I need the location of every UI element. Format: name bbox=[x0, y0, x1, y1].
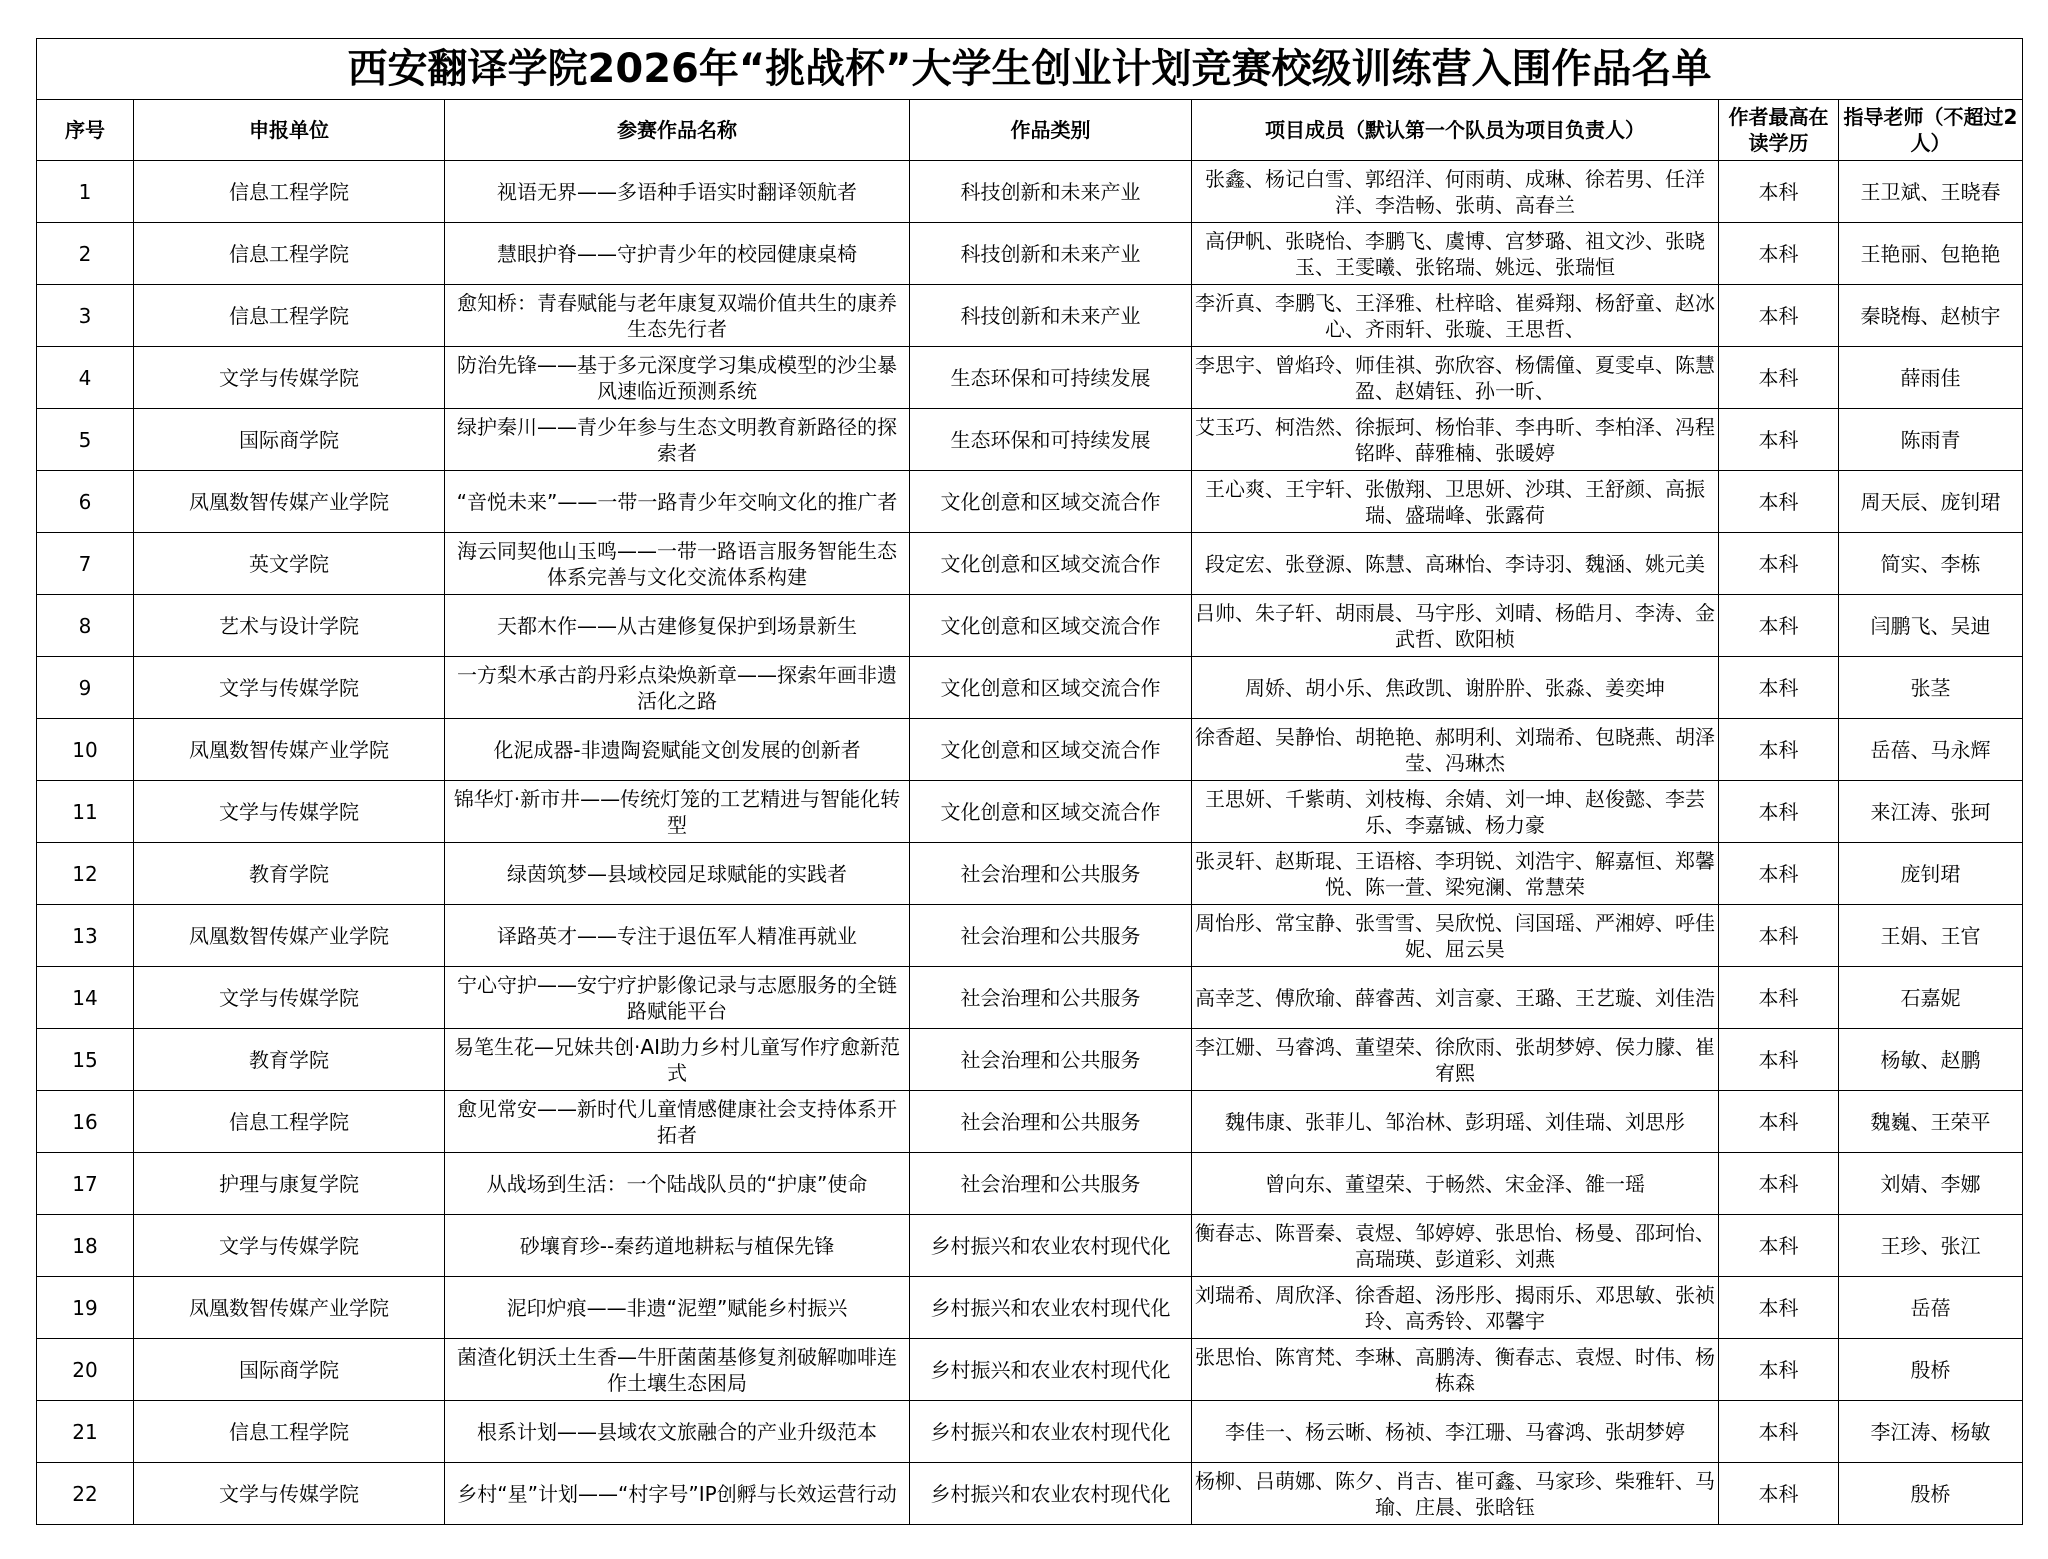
cell-index: 3 bbox=[37, 285, 134, 347]
cell-project-name: 砂壤育珍--秦药道地耕耘与植保先锋 bbox=[445, 1215, 910, 1277]
cell-index: 10 bbox=[37, 719, 134, 781]
cell-degree: 本科 bbox=[1719, 843, 1839, 905]
cell-category: 生态环保和可持续发展 bbox=[910, 409, 1192, 471]
cell-advisor: 王珍、张江 bbox=[1839, 1215, 2023, 1277]
cell-unit: 凤凰数智传媒产业学院 bbox=[134, 471, 445, 533]
cell-index: 22 bbox=[37, 1463, 134, 1525]
cell-members: 魏伟康、张菲儿、邹治林、彭玥瑶、刘佳瑞、刘思彤 bbox=[1192, 1091, 1719, 1153]
cell-index: 15 bbox=[37, 1029, 134, 1091]
table-row bbox=[37, 657, 2023, 719]
cell-project-name: 愈知桥：青春赋能与老年康复双端价值共生的康养生态先行者 bbox=[445, 285, 910, 347]
cell-advisor: 岳蓓 bbox=[1839, 1277, 2023, 1339]
cell-index: 18 bbox=[37, 1215, 134, 1277]
cell-project-name: 根系计划——县域农文旅融合的产业升级范本 bbox=[445, 1401, 910, 1463]
cell-category: 文化创意和区域交流合作 bbox=[910, 657, 1192, 719]
cell-unit: 国际商学院 bbox=[134, 409, 445, 471]
header-degree: 作者最高在读学历 bbox=[1719, 100, 1839, 161]
cell-advisor: 张茎 bbox=[1839, 657, 2023, 719]
cell-degree: 本科 bbox=[1719, 409, 1839, 471]
cell-project-name: 慧眼护脊——守护青少年的校园健康桌椅 bbox=[445, 223, 910, 285]
title-row bbox=[37, 39, 2023, 100]
cell-advisor: 陈雨青 bbox=[1839, 409, 2023, 471]
header-category: 作品类别 bbox=[910, 100, 1192, 161]
cell-degree: 本科 bbox=[1719, 781, 1839, 843]
cell-category: 文化创意和区域交流合作 bbox=[910, 595, 1192, 657]
header-unit: 申报单位 bbox=[134, 100, 445, 161]
cell-project-name: 一方梨木承古韵丹彩点染焕新章——探索年画非遗活化之路 bbox=[445, 657, 910, 719]
table-row bbox=[37, 1463, 2023, 1525]
cell-advisor: 王艳丽、包艳艳 bbox=[1839, 223, 2023, 285]
cell-index: 20 bbox=[37, 1339, 134, 1401]
table-row bbox=[37, 1401, 2023, 1463]
cell-unit: 信息工程学院 bbox=[134, 1401, 445, 1463]
page-title: 西安翻译学院2026年“挑战杯”大学生创业计划竞赛校级训练营入围作品名单 bbox=[37, 39, 2023, 100]
cell-members: 张思怡、陈宵梵、李琳、高鹏涛、衡春志、袁煜、时伟、杨栋森 bbox=[1192, 1339, 1719, 1401]
cell-degree: 本科 bbox=[1719, 595, 1839, 657]
cell-index: 19 bbox=[37, 1277, 134, 1339]
cell-degree: 本科 bbox=[1719, 533, 1839, 595]
cell-degree: 本科 bbox=[1719, 161, 1839, 223]
cell-category: 科技创新和未来产业 bbox=[910, 161, 1192, 223]
cell-project-name: 菌渣化钥沃土生香—牛肝菌菌基修复剂破解咖啡连作土壤生态困局 bbox=[445, 1339, 910, 1401]
cell-advisor: 王卫斌、王晓春 bbox=[1839, 161, 2023, 223]
cell-degree: 本科 bbox=[1719, 471, 1839, 533]
cell-category: 社会治理和公共服务 bbox=[910, 1091, 1192, 1153]
cell-degree: 本科 bbox=[1719, 1091, 1839, 1153]
cell-advisor: 魏巍、王荣平 bbox=[1839, 1091, 2023, 1153]
cell-project-name: 愈见常安——新时代儿童情感健康社会支持体系开拓者 bbox=[445, 1091, 910, 1153]
cell-category: 乡村振兴和农业农村现代化 bbox=[910, 1401, 1192, 1463]
cell-advisor: 刘婧、李娜 bbox=[1839, 1153, 2023, 1215]
cell-unit: 英文学院 bbox=[134, 533, 445, 595]
cell-unit: 文学与传媒学院 bbox=[134, 1215, 445, 1277]
cell-project-name: 绿护秦川——青少年参与生态文明教育新路径的探索者 bbox=[445, 409, 910, 471]
table-row bbox=[37, 1339, 2023, 1401]
cell-members: 李江姗、马睿鸿、董望荣、徐欣雨、张胡梦婷、侯力朦、崔宥熙 bbox=[1192, 1029, 1719, 1091]
cell-members: 徐香超、吴静怡、胡艳艳、郝明利、刘瑞希、包晓燕、胡泽莹、冯琳杰 bbox=[1192, 719, 1719, 781]
table-row bbox=[37, 1153, 2023, 1215]
table-row bbox=[37, 1091, 2023, 1153]
cell-degree: 本科 bbox=[1719, 719, 1839, 781]
cell-advisor: 薛雨佳 bbox=[1839, 347, 2023, 409]
cell-degree: 本科 bbox=[1719, 223, 1839, 285]
cell-category: 科技创新和未来产业 bbox=[910, 285, 1192, 347]
cell-index: 14 bbox=[37, 967, 134, 1029]
cell-advisor: 闫鹏飞、吴迪 bbox=[1839, 595, 2023, 657]
cell-project-name: 视语无界——多语种手语实时翻译领航者 bbox=[445, 161, 910, 223]
cell-advisor: 周天辰、庞钊珺 bbox=[1839, 471, 2023, 533]
cell-members: 杨柳、吕萌娜、陈夕、肖吉、崔可鑫、马家珍、柴雅轩、马瑜、庄晨、张晗钰 bbox=[1192, 1463, 1719, 1525]
table-row bbox=[37, 1277, 2023, 1339]
cell-advisor: 简实、李栋 bbox=[1839, 533, 2023, 595]
cell-project-name: 天都木作——从古建修复保护到场景新生 bbox=[445, 595, 910, 657]
cell-members: 张灵轩、赵斯琨、王语榕、李玥锐、刘浩宇、解嘉恒、郑馨悦、陈一萱、梁宛澜、常慧荣 bbox=[1192, 843, 1719, 905]
cell-category: 社会治理和公共服务 bbox=[910, 1153, 1192, 1215]
cell-degree: 本科 bbox=[1719, 1215, 1839, 1277]
cell-index: 13 bbox=[37, 905, 134, 967]
cell-members: 吕帅、朱子轩、胡雨晨、马宇彤、刘晴、杨皓月、李涛、金武哲、欧阳桢 bbox=[1192, 595, 1719, 657]
cell-category: 文化创意和区域交流合作 bbox=[910, 719, 1192, 781]
cell-category: 科技创新和未来产业 bbox=[910, 223, 1192, 285]
cell-unit: 文学与传媒学院 bbox=[134, 657, 445, 719]
cell-category: 乡村振兴和农业农村现代化 bbox=[910, 1277, 1192, 1339]
cell-members: 高幸芝、傅欣瑜、薛睿茜、刘言豪、王璐、王艺璇、刘佳浩 bbox=[1192, 967, 1719, 1029]
table-body bbox=[37, 161, 2023, 1525]
cell-index: 21 bbox=[37, 1401, 134, 1463]
table-row bbox=[37, 781, 2023, 843]
cell-advisor: 殷桥 bbox=[1839, 1339, 2023, 1401]
cell-index: 1 bbox=[37, 161, 134, 223]
cell-category: 乡村振兴和农业农村现代化 bbox=[910, 1339, 1192, 1401]
cell-members: 段定宏、张登源、陈慧、高琳怡、李诗羽、魏涵、姚元美 bbox=[1192, 533, 1719, 595]
table-row bbox=[37, 1029, 2023, 1091]
cell-degree: 本科 bbox=[1719, 285, 1839, 347]
cell-unit: 凤凰数智传媒产业学院 bbox=[134, 1277, 445, 1339]
cell-index: 12 bbox=[37, 843, 134, 905]
cell-members: 王思妍、千紫萌、刘枝梅、余婧、刘一坤、赵俊懿、李芸乐、李嘉铖、杨力豪 bbox=[1192, 781, 1719, 843]
cell-unit: 文学与传媒学院 bbox=[134, 1463, 445, 1525]
entry-table bbox=[36, 38, 2023, 1525]
cell-category: 文化创意和区域交流合作 bbox=[910, 471, 1192, 533]
cell-members: 王心爽、王宇轩、张傲翔、卫思妍、沙琪、王舒颜、高振瑞、盛瑞峰、张露荷 bbox=[1192, 471, 1719, 533]
cell-unit: 护理与康复学院 bbox=[134, 1153, 445, 1215]
cell-unit: 艺术与设计学院 bbox=[134, 595, 445, 657]
table-row bbox=[37, 285, 2023, 347]
cell-degree: 本科 bbox=[1719, 905, 1839, 967]
cell-index: 6 bbox=[37, 471, 134, 533]
cell-members: 李沂真、李鹏飞、王泽雅、杜梓晗、崔舜翔、杨舒童、赵冰心、齐雨轩、张璇、王思哲、 bbox=[1192, 285, 1719, 347]
cell-unit: 文学与传媒学院 bbox=[134, 967, 445, 1029]
cell-degree: 本科 bbox=[1719, 347, 1839, 409]
table-row bbox=[37, 161, 2023, 223]
cell-advisor: 李江涛、杨敏 bbox=[1839, 1401, 2023, 1463]
cell-project-name: 译路英才——专注于退伍军人精准再就业 bbox=[445, 905, 910, 967]
cell-category: 文化创意和区域交流合作 bbox=[910, 533, 1192, 595]
cell-advisor: 岳蓓、马永辉 bbox=[1839, 719, 2023, 781]
cell-degree: 本科 bbox=[1719, 657, 1839, 719]
cell-unit: 信息工程学院 bbox=[134, 223, 445, 285]
cell-index: 5 bbox=[37, 409, 134, 471]
cell-advisor: 来江涛、张珂 bbox=[1839, 781, 2023, 843]
cell-category: 乡村振兴和农业农村现代化 bbox=[910, 1463, 1192, 1525]
cell-project-name: 防治先锋——基于多元深度学习集成模型的沙尘暴风速临近预测系统 bbox=[445, 347, 910, 409]
cell-degree: 本科 bbox=[1719, 1029, 1839, 1091]
cell-project-name: 易笔生花—兄妹共创·AI助力乡村儿童写作疗愈新范式 bbox=[445, 1029, 910, 1091]
cell-category: 社会治理和公共服务 bbox=[910, 1029, 1192, 1091]
cell-unit: 信息工程学院 bbox=[134, 161, 445, 223]
cell-index: 2 bbox=[37, 223, 134, 285]
header-project-name: 参赛作品名称 bbox=[445, 100, 910, 161]
cell-members: 李思宇、曾焰玲、师佳祺、弥欣容、杨儒僮、夏雯卓、陈慧盈、赵婧钰、孙一昕、 bbox=[1192, 347, 1719, 409]
table-row bbox=[37, 533, 2023, 595]
table-row bbox=[37, 967, 2023, 1029]
cell-degree: 本科 bbox=[1719, 1401, 1839, 1463]
table-row bbox=[37, 347, 2023, 409]
cell-index: 8 bbox=[37, 595, 134, 657]
cell-project-name: 泥印炉痕——非遗“泥塑”赋能乡村振兴 bbox=[445, 1277, 910, 1339]
cell-unit: 国际商学院 bbox=[134, 1339, 445, 1401]
cell-advisor: 秦晓梅、赵桢宇 bbox=[1839, 285, 2023, 347]
table-row bbox=[37, 595, 2023, 657]
cell-index: 7 bbox=[37, 533, 134, 595]
cell-advisor: 王娟、王官 bbox=[1839, 905, 2023, 967]
cell-advisor: 殷桥 bbox=[1839, 1463, 2023, 1525]
cell-unit: 凤凰数智传媒产业学院 bbox=[134, 905, 445, 967]
cell-degree: 本科 bbox=[1719, 1463, 1839, 1525]
cell-category: 乡村振兴和农业农村现代化 bbox=[910, 1215, 1192, 1277]
cell-members: 周怡彤、常宝静、张雪雪、吴欣悦、闫国瑶、严湘婷、呼佳妮、屈云昊 bbox=[1192, 905, 1719, 967]
table-row bbox=[37, 719, 2023, 781]
header-advisor: 指导老师（不超过2人） bbox=[1839, 100, 2023, 161]
cell-category: 社会治理和公共服务 bbox=[910, 967, 1192, 1029]
cell-unit: 文学与传媒学院 bbox=[134, 347, 445, 409]
cell-project-name: 从战场到生活：一个陆战队员的“护康”使命 bbox=[445, 1153, 910, 1215]
cell-unit: 信息工程学院 bbox=[134, 1091, 445, 1153]
cell-index: 9 bbox=[37, 657, 134, 719]
cell-project-name: “音悦未来”——一带一路青少年交响文化的推广者 bbox=[445, 471, 910, 533]
cell-members: 刘瑞希、周欣泽、徐香超、汤彤彤、揭雨乐、邓思敏、张祯玲、高秀铃、邓馨宇 bbox=[1192, 1277, 1719, 1339]
cell-advisor: 杨敏、赵鹏 bbox=[1839, 1029, 2023, 1091]
cell-index: 11 bbox=[37, 781, 134, 843]
cell-category: 社会治理和公共服务 bbox=[910, 843, 1192, 905]
cell-project-name: 化泥成器-非遗陶瓷赋能文创发展的创新者 bbox=[445, 719, 910, 781]
cell-unit: 教育学院 bbox=[134, 843, 445, 905]
header-index: 序号 bbox=[37, 100, 134, 161]
cell-category: 社会治理和公共服务 bbox=[910, 905, 1192, 967]
cell-index: 16 bbox=[37, 1091, 134, 1153]
cell-project-name: 宁心守护——安宁疗护影像记录与志愿服务的全链路赋能平台 bbox=[445, 967, 910, 1029]
cell-members: 曾向东、董望荣、于畅然、宋金泽、雒一瑶 bbox=[1192, 1153, 1719, 1215]
spreadsheet bbox=[36, 38, 2022, 1525]
cell-category: 文化创意和区域交流合作 bbox=[910, 781, 1192, 843]
header-row bbox=[37, 100, 2023, 161]
table-row bbox=[37, 905, 2023, 967]
cell-index: 4 bbox=[37, 347, 134, 409]
cell-degree: 本科 bbox=[1719, 1153, 1839, 1215]
cell-members: 张鑫、杨记白雪、郭绍洋、何雨萌、成琳、徐若男、任洋洋、李浩畅、张萌、高春兰 bbox=[1192, 161, 1719, 223]
cell-members: 周娇、胡小乐、焦政凯、谢肸肸、张淼、姜奕坤 bbox=[1192, 657, 1719, 719]
table-row bbox=[37, 409, 2023, 471]
cell-advisor: 石嘉妮 bbox=[1839, 967, 2023, 1029]
cell-degree: 本科 bbox=[1719, 967, 1839, 1029]
cell-unit: 教育学院 bbox=[134, 1029, 445, 1091]
cell-degree: 本科 bbox=[1719, 1339, 1839, 1401]
cell-project-name: 绿茵筑梦—县域校园足球赋能的实践者 bbox=[445, 843, 910, 905]
cell-members: 衡春志、陈晋秦、袁煜、邹婷婷、张思怡、杨曼、邵珂怡、高瑞瑛、彭道彩、刘燕 bbox=[1192, 1215, 1719, 1277]
cell-unit: 凤凰数智传媒产业学院 bbox=[134, 719, 445, 781]
table-row bbox=[37, 843, 2023, 905]
cell-category: 生态环保和可持续发展 bbox=[910, 347, 1192, 409]
table-row bbox=[37, 223, 2023, 285]
table-row bbox=[37, 1215, 2023, 1277]
cell-project-name: 海云同契他山玉鸣——一带一路语言服务智能生态体系完善与文化交流体系构建 bbox=[445, 533, 910, 595]
cell-unit: 文学与传媒学院 bbox=[134, 781, 445, 843]
header-members: 项目成员（默认第一个队员为项目负责人） bbox=[1192, 100, 1719, 161]
cell-project-name: 乡村“星”计划——“村字号”IP创孵与长效运营行动 bbox=[445, 1463, 910, 1525]
cell-advisor: 庞钊珺 bbox=[1839, 843, 2023, 905]
cell-members: 艾玉巧、柯浩然、徐振珂、杨怡菲、李冉昕、李柏泽、冯程铭晔、薛雅楠、张暖婷 bbox=[1192, 409, 1719, 471]
cell-members: 李佳一、杨云晰、杨祯、李江珊、马睿鸿、张胡梦婷 bbox=[1192, 1401, 1719, 1463]
cell-unit: 信息工程学院 bbox=[134, 285, 445, 347]
cell-members: 高伊帆、张晓怡、李鹏飞、虞博、宫梦璐、祖文沙、张晓玉、王雯曦、张铭瑞、姚远、张瑞恒 bbox=[1192, 223, 1719, 285]
table-row bbox=[37, 471, 2023, 533]
cell-index: 17 bbox=[37, 1153, 134, 1215]
cell-degree: 本科 bbox=[1719, 1277, 1839, 1339]
cell-project-name: 锦华灯·新市井——传统灯笼的工艺精进与智能化转型 bbox=[445, 781, 910, 843]
